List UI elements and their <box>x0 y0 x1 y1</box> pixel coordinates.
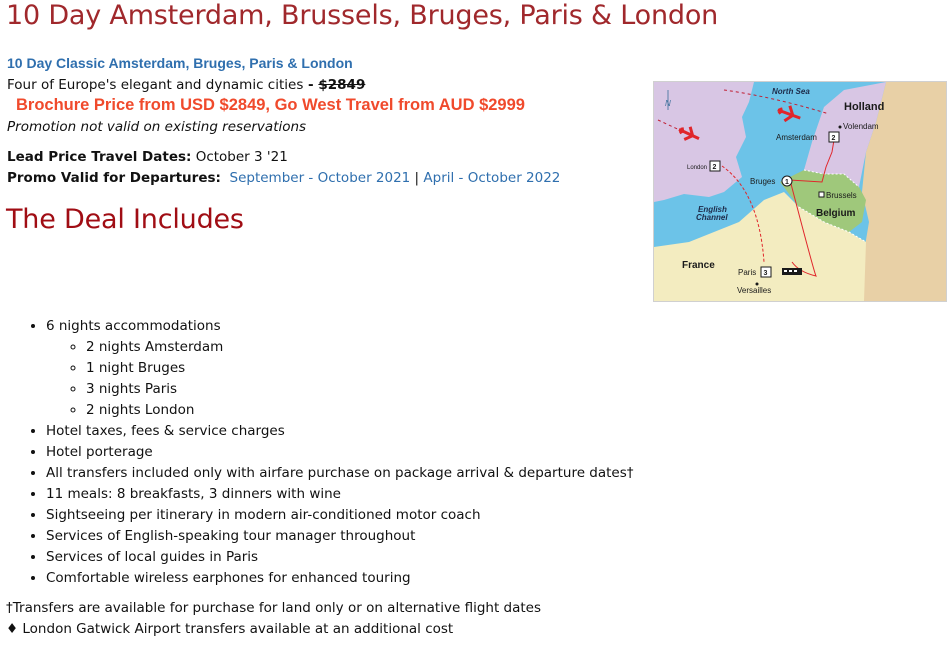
nights-sublist <box>46 337 634 421</box>
list-item: • Sightseeing per itinerary in modern air-conditioned motor coach <box>46 505 634 526</box>
list-item: • Services of English-speaking tour manager throughout <box>46 526 634 547</box>
svg-text:Belgium: Belgium <box>816 208 856 219</box>
svg-text:1: 1 <box>785 179 789 186</box>
list-item: • Comfortable wireless earphones for enhanced touring <box>46 568 634 589</box>
list-item: ◦ 2 nights London <box>86 400 634 421</box>
svg-text:Holland: Holland <box>844 101 885 113</box>
promo-note: Promotion not valid on existing reservations <box>7 119 307 135</box>
list-item: ◦ 2 nights Amsterdam <box>86 337 634 358</box>
tour-description <box>7 77 365 93</box>
list-item: • All transfers included only with airfare purchase on package arrival & departure dates† <box>46 463 634 484</box>
promo-valid-label: Promo Valid for Departures: <box>7 170 221 186</box>
svg-text:Versailles: Versailles <box>737 286 772 295</box>
tour-subtitle: 10 Day Classic Amsterdam, Bruges, Paris & London <box>7 55 353 71</box>
svg-text:France: France <box>682 260 715 271</box>
list-item: ◦ 1 night Bruges <box>86 358 634 379</box>
lead-price-dates <box>7 149 288 165</box>
departure-separator: | <box>410 170 424 186</box>
svg-text:Amsterdam: Amsterdam <box>776 133 817 142</box>
svg-text:North Sea: North Sea <box>772 87 810 96</box>
deal-includes-list <box>6 316 634 589</box>
svg-text:2: 2 <box>712 164 717 171</box>
list-item: • Services of local guides in Paris <box>46 547 634 568</box>
list-item: • Hotel taxes, fees & service charges <box>46 421 634 442</box>
svg-text:Brussels: Brussels <box>826 191 857 200</box>
departure-link-2021[interactable]: September - October 2021 <box>229 170 411 186</box>
svg-text:N: N <box>665 99 671 108</box>
promo-price: Brochure Price from USD $2849, Go West Travel from AUD $2999 <box>16 96 525 114</box>
footnote-gatwick: ♦ London Gatwick Airport transfers available at an additional cost <box>6 621 454 637</box>
list-item <box>46 316 634 421</box>
svg-text:Bruges: Bruges <box>750 177 776 186</box>
svg-text:Channel: Channel <box>696 213 728 222</box>
deal-heading: The Deal Includes <box>6 204 244 235</box>
lead-price-label: Lead Price Travel Dates: <box>7 149 192 165</box>
train-icon <box>782 268 802 275</box>
description-text: Four of Europe's elegant and dynamic cities <box>7 77 304 93</box>
promo-valid-departures <box>7 170 560 186</box>
footnote-transfers: †Transfers are available for purchase for land only or on alternative flight dates <box>6 600 542 616</box>
list-item: • Hotel porterage <box>46 442 634 463</box>
list-item: ◦ 3 nights Paris <box>86 379 634 400</box>
lead-price-value: October 3 '21 <box>191 149 288 165</box>
svg-text:London: London <box>687 165 708 171</box>
svg-text:Paris: Paris <box>738 268 757 277</box>
list-item: • 11 meals: 8 breakfasts, 3 dinners with wine <box>46 484 634 505</box>
svg-text:English: English <box>698 205 727 214</box>
list-item-text: 6 nights accommodations <box>46 318 221 334</box>
departure-link-2022[interactable]: April - October 2022 <box>423 170 561 186</box>
svg-text:3: 3 <box>763 270 768 277</box>
description-dash: - <box>303 77 319 93</box>
page-title: 10 Day Amsterdam, Brussels, Bruges, Paris & London <box>6 0 719 31</box>
old-price: $2849 <box>318 77 366 93</box>
svg-text:Volendam: Volendam <box>843 122 879 131</box>
tour-route-map <box>653 81 947 302</box>
svg-text:2: 2 <box>831 135 836 142</box>
